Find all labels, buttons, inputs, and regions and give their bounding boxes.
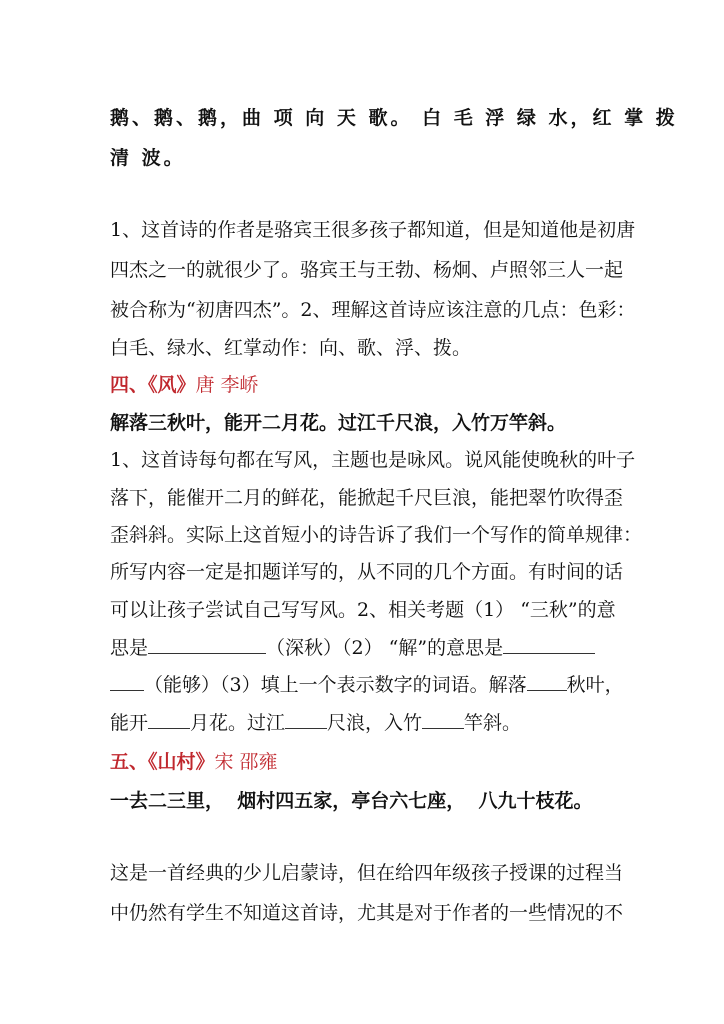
answer-blank[interactable]	[285, 712, 327, 729]
question-text: （深秋）（2） “解”的意思是	[266, 637, 504, 659]
section-5-author: 宋 邵雍	[214, 751, 278, 773]
notes-e-line-4: 白毛、绿水、红掌动作：向、歌、浮、拨。	[110, 337, 472, 359]
notes-e-line-2: 四杰之一的就很少了。骆宾王与王勃、杨炯、卢照邻三人一起	[110, 259, 624, 281]
notes-feng-line-3: 歪斜斜。实际上这首短小的诗告诉了我们一个写作的简单规律：	[110, 524, 643, 546]
question-line-2	[110, 673, 624, 697]
answer-blank[interactable]	[503, 637, 595, 654]
question-line-1	[110, 636, 595, 660]
answer-blank[interactable]	[110, 674, 144, 691]
poem-shancun: 一去二三里， 烟村四五家，亭台六七座， 八九十枝花。	[110, 790, 593, 812]
section-4-title: 四、《风》	[110, 374, 196, 396]
notes-feng-line-4: 所写内容一定是扣题详写的，从不同的几个方面。有时间的话	[110, 561, 624, 583]
question-line-3	[110, 711, 521, 735]
question-text: 思是	[110, 637, 149, 659]
question-text: 竿斜。	[464, 712, 522, 734]
poem-e-line-2: 清 波。	[110, 147, 186, 169]
section-5-heading	[110, 750, 278, 774]
section-4-heading	[110, 373, 259, 397]
notes-e-line-1: 1、这首诗的作者是骆宾王很多孩子都知道，但是知道他是初唐	[110, 219, 636, 241]
notes-e-line-3: 被合称为“初唐四杰”。2、理解这首诗应该注意的几点：色彩：	[110, 299, 636, 321]
answer-blank[interactable]	[148, 712, 190, 729]
question-text: 秋叶，	[566, 674, 624, 696]
notes-feng-line-5: 可以让孩子尝试自己写写风。2、相关考题（1） “三秋”的意	[110, 599, 616, 621]
section-4-author: 唐 李峤	[195, 374, 259, 396]
poem-feng: 解落三秋叶，能开二月花。过江千尺浪，入竹万竿斜。	[110, 412, 567, 434]
notes-feng-line-1: 1、这首诗每句都在写风，主题也是咏风。说风能使晚秋的叶子	[110, 449, 636, 471]
poem-e-line-1: 鹅、鹅、鹅，曲 项 向 天 歌。 白 毛 浮 绿 水，红 掌 拨	[110, 107, 678, 129]
question-text: 尺浪，入竹	[327, 712, 423, 734]
notes-shancun-line-2: 中仍然有学生不知道这首诗，尤其是对于作者的一些情况的不	[110, 902, 624, 924]
section-5-title: 五、《山村》	[110, 751, 215, 773]
answer-blank[interactable]	[527, 674, 567, 691]
answer-blank[interactable]	[148, 637, 266, 654]
question-text: （能够）（3）填上一个表示数字的词语。解落	[144, 674, 527, 696]
question-text: 能开	[110, 712, 149, 734]
question-text: 月花。过江	[190, 712, 286, 734]
notes-feng-line-2: 落下，能催开二月的鲜花，能掀起千尺巨浪，能把翠竹吹得歪	[110, 487, 624, 509]
answer-blank[interactable]	[422, 712, 464, 729]
notes-shancun-line-1: 这是一首经典的少儿启蒙诗，但在给四年级孩子授课的过程当	[110, 862, 624, 884]
